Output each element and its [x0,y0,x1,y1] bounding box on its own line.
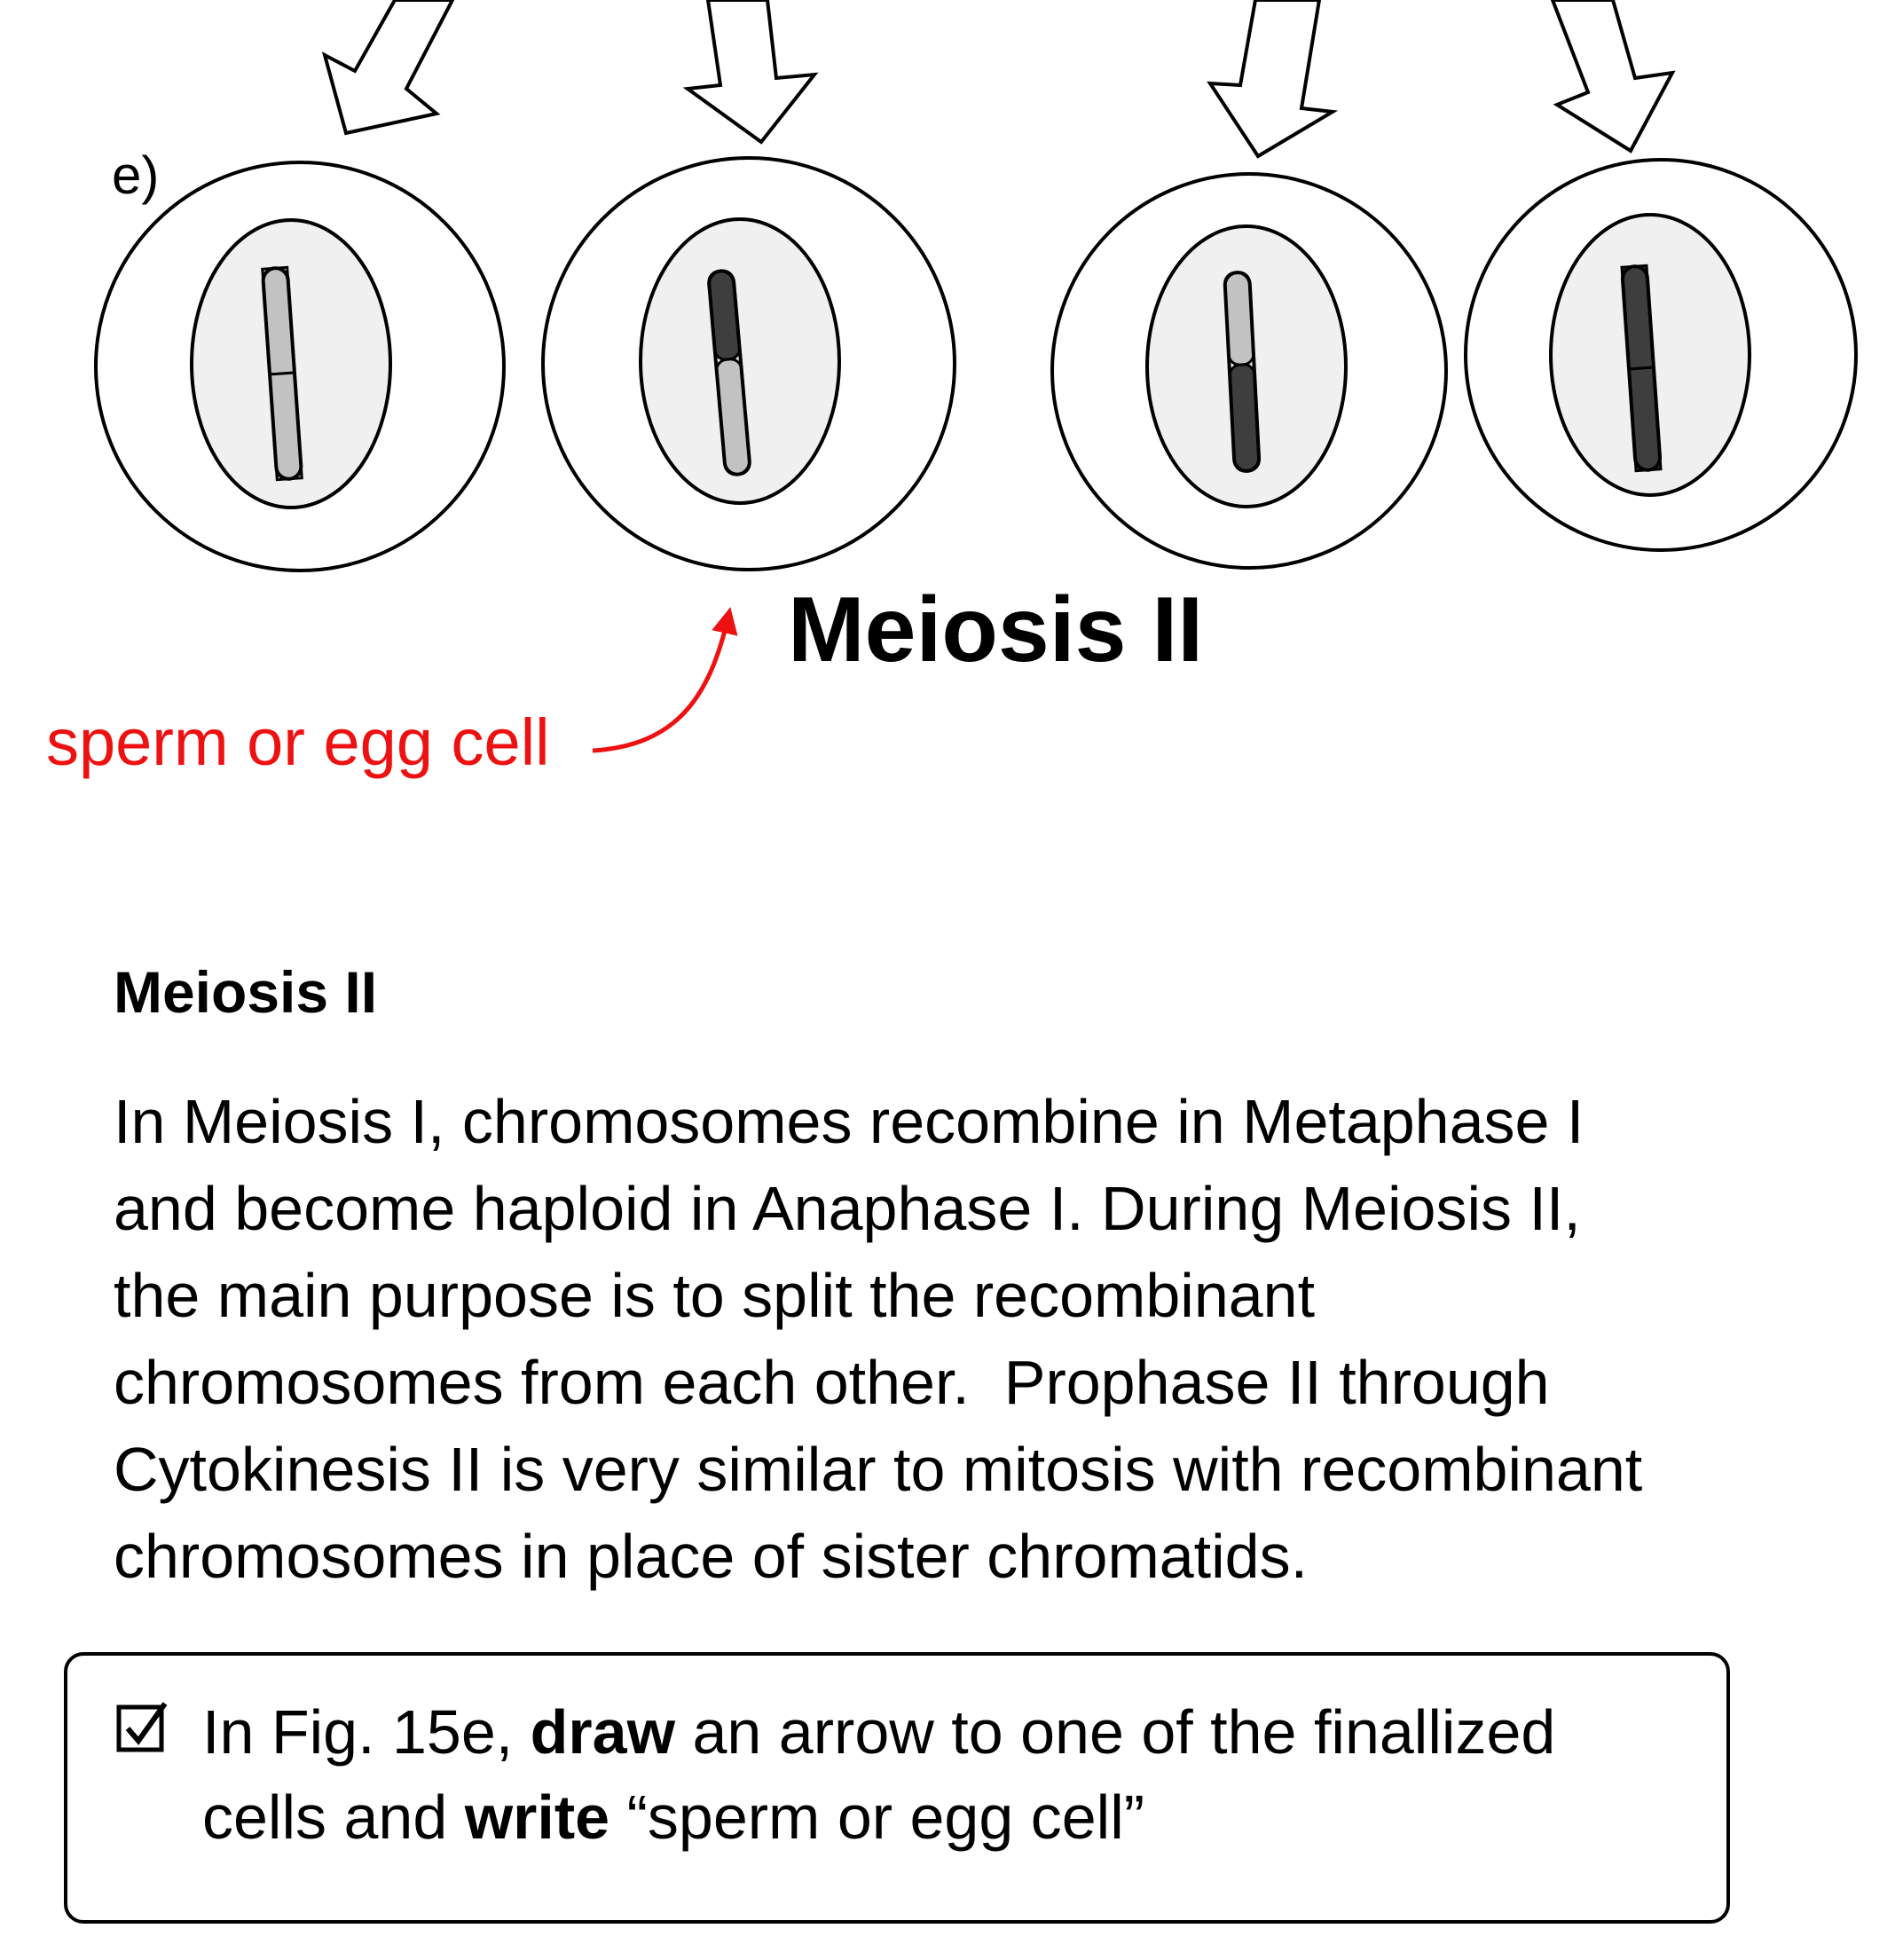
task-verb-write: write [464,1783,610,1852]
body-line: and become haploid in Anaphase I. During Meiosis II, [114,1174,1581,1243]
cell-2 [543,158,955,570]
task-line-2: cells and write “sperm or egg cell” [202,1783,1145,1852]
body-line: the main purpose is to split the recombinant [114,1261,1316,1330]
task-instruction [202,1689,1710,1860]
task-box [64,1652,1730,1924]
input-arrow-3 [1210,0,1333,156]
section-heading: Meiosis II [114,959,378,1025]
annotation-label: sperm or egg cell [46,705,550,779]
meiosis-ii-figure [0,0,1903,816]
body-line: chromosomes in place of sister chromatids. [114,1522,1309,1591]
input-arrow-1 [325,0,452,133]
panel-label: e) [112,146,160,205]
checked-box-icon [115,1702,169,1755]
cell-1 [96,162,504,571]
annotation-arrow [593,612,729,751]
task-line-1: In Fig. 15e, draw an arrow to one of the finallized [202,1697,1556,1767]
input-arrow-4 [1553,0,1672,151]
input-arrow-2 [688,0,814,142]
section-body [114,1078,1852,1600]
body-line: Cytokinesis II is very similar to mitosis with recombinant [114,1435,1643,1504]
task-verb-draw: draw [530,1697,676,1767]
body-line: chromosomes from each other. Prophase II through [114,1348,1550,1417]
cell-4 [1466,160,1856,550]
figure-title: Meiosis II [788,579,1204,681]
cell-3 [1052,174,1446,568]
body-line: In Meiosis I, chromosomes recombine in Metaphase I [114,1087,1585,1156]
